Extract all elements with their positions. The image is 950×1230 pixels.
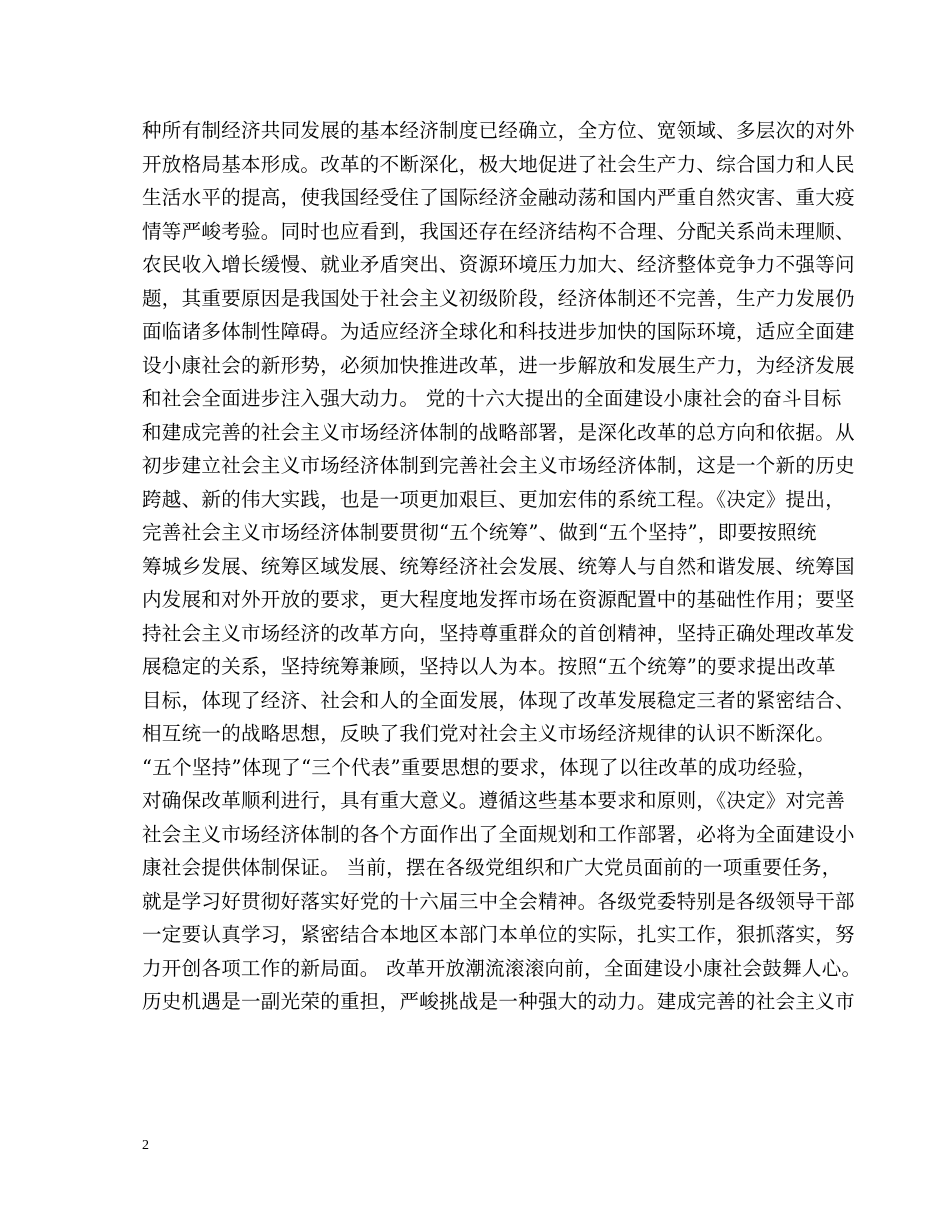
text-line: 历史机遇是一副光荣的重担，严峻挑战是一种强大的动力。建成完善的社会主义市 (142, 990, 855, 1013)
text-line: 持社会主义市场经济的改革方向，坚持尊重群众的首创精神，坚持正确处理改革发 (142, 621, 855, 645)
page-number: 2 (142, 1138, 149, 1153)
text-line: 和建成完善的社会主义市场经济体制的战略部署，是深化改革的总方向和依据。从 (142, 420, 855, 444)
text-line: 农民收入增长缓慢、就业矛盾突出、资源环境压力加大、经济整体竞争力不强等问 (142, 253, 855, 276)
text-line: “五个坚持”体现了“三个代表”重要思想的要求，体现了以往改革的成功经验， (142, 755, 817, 779)
text-line: 目标，体现了经济、社会和人的全面发展，体现了改革发展稳定三者的紧密结合、 (142, 688, 855, 712)
text-line: 展稳定的关系，坚持统筹兼顾，坚持以人为本。按照“五个统筹”的要求提出改革 (142, 655, 836, 678)
text-line: 康社会提供体制保证。 当前，摆在各级党组织和广大党员面前的一项重要任务， (142, 856, 842, 879)
text-line: 开放格局基本形成。改革的不断深化，极大地促进了社会生产力、综合国力和人民 (142, 152, 855, 176)
text-line: 种所有制经济共同发展的基本经济制度已经确立，全方位、宽领域、多层次的对外 (142, 119, 855, 142)
text-line: 相互统一的战略思想，反映了我们党对社会主义市场经济规律的认识不断深化。 (142, 722, 836, 745)
text-line: 力开创各项工作的新局面。 改革开放潮流滚滚向前，全面建设小康社会鼓舞人心。 (142, 956, 862, 980)
text-line: 就是学习好贯彻好落实好党的十六届三中全会精神。各级党委特别是各级领导干部 (142, 889, 855, 913)
text-line: 和社会全面进步注入强大动力。 党的十六大提出的全面建设小康社会的奋斗目标 (142, 387, 842, 410)
text-line: 题，其重要原因是我国处于社会主义初级阶段，经济体制还不完善，生产力发展仍 (142, 286, 855, 310)
text-line: 完善社会主义市场经济体制要贯彻“五个统筹”、做到“五个坚持”，即要按照统 (142, 521, 817, 544)
text-line: 初步建立社会主义市场经济体制到完善社会主义市场经济体制，这是一个新的历史 (142, 454, 855, 477)
text-line: 一定要认真学习，紧密结合本地区本部门本单位的实际，扎实工作，狠抓落实，努 (142, 923, 855, 946)
text-line: 生活水平的提高，使我国经受住了国际经济金融动荡和国内严重自然灾害、重大疫 (142, 186, 855, 209)
text-line: 对确保改革顺利进行，具有重大意义。遵循这些基本要求和原则，《决定》对完善 (142, 789, 846, 812)
text-line: 面临诸多体制性障碍。为适应经济全球化和科技进步加快的国际环境，适应全面建 (142, 320, 855, 343)
text-line: 内发展和对外开放的要求，更大程度地发挥市场在资源配置中的基础性作用；要坚 (142, 588, 855, 611)
text-line: 设小康社会的新形势，必须加快推进改革，进一步解放和发展生产力，为经济发展 (142, 353, 855, 377)
text-line: 情等严峻考验。同时也应看到，我国还存在经济结构不合理、分配关系尚未理顺、 (142, 219, 855, 243)
body-text (142, 114, 862, 1019)
text-line: 筹城乡发展、统筹区域发展、统筹经济社会发展、统筹人与自然和谐发展、统筹国 (142, 554, 855, 578)
text-line: 跨越、新的伟大实践，也是一项更加艰巨、更加宏伟的系统工程。《决定》提出， (142, 487, 846, 511)
text-line: 社会主义市场经济体制的各个方面作出了全面规划和工作部署，必将为全面建设小 (142, 822, 855, 846)
